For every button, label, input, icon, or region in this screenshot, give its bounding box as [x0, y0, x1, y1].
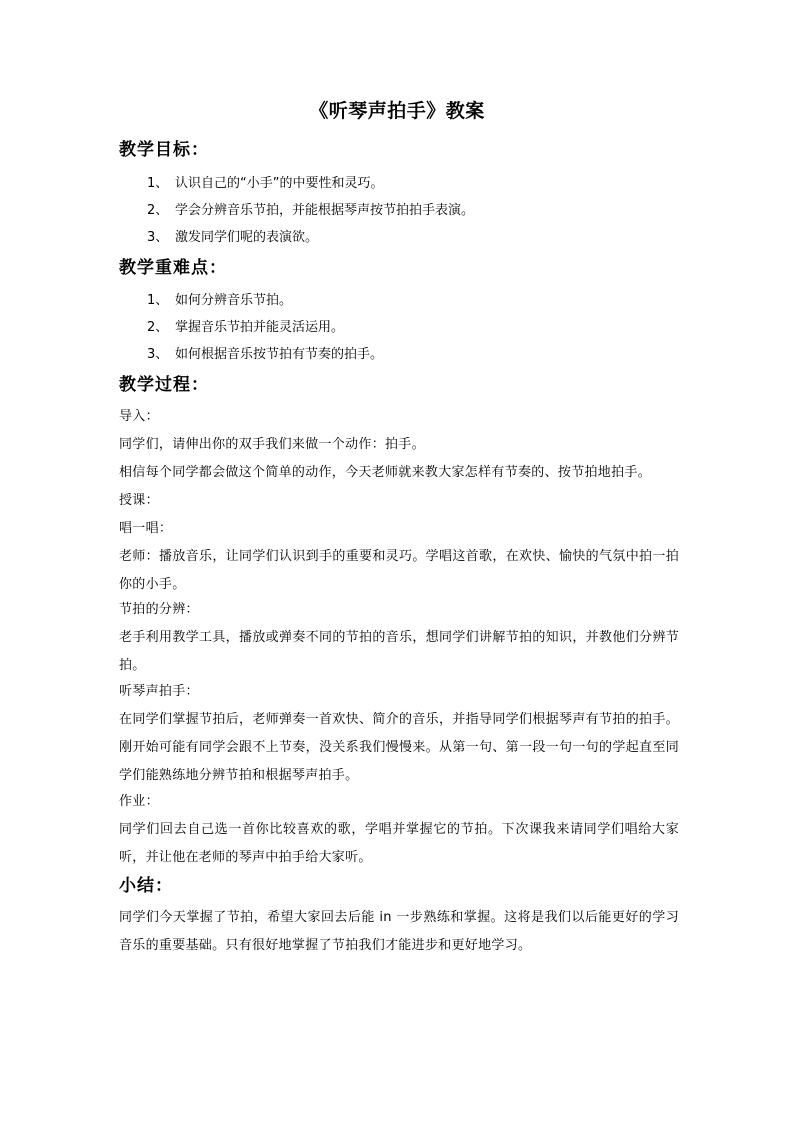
difficulty-text: 如何分辨音乐节拍。: [175, 293, 293, 308]
process-paragraph: 同学们回去自己选一首你比较喜欢的歌，学唱并掌握它的节拍。下次课我来请同学们唱给大家听，并让他在老师的琴声中拍手给大家听。: [119, 822, 679, 865]
difficulties-heading: 教学重难点：: [119, 258, 227, 278]
document-title: 《听琴声拍手》教案: [309, 100, 485, 122]
process-paragraph: 唱一唱：: [119, 521, 173, 536]
summary-heading: 小结：: [119, 876, 173, 896]
goal-item: [147, 202, 474, 220]
goal-text: 激发同学们呢的表演欲。: [175, 230, 319, 245]
difficulty-text: 如何根据音乐按节拍有节奏的拍手。: [175, 347, 384, 362]
goal-text: 学会分辨音乐节拍，并能根据琴声按节拍拍手表演。: [175, 203, 475, 218]
difficulty-text: 掌握音乐节拍并能灵活运用。: [175, 320, 345, 335]
difficulty-item: [147, 346, 383, 364]
goal-item: [147, 175, 383, 193]
process-paragraph: 节拍的分辨：: [119, 602, 199, 617]
process-paragraph: 导入：: [119, 409, 159, 424]
process-paragraph: 相信每个同学都会做这个简单的动作，今天老师就来教大家怎样有节奏的、按节拍地拍手。: [119, 465, 652, 480]
summary-paragraph: 同学们今天掌握了节拍，希望大家回去后能 in 一步熟练和掌握。这将是我们以后能更好的学习音乐的重要基础。只有很好地掌握了节拍我们才能进步和更好地学习。: [119, 910, 679, 953]
goal-item: [147, 229, 318, 247]
goal-number: 2、: [147, 203, 169, 218]
process-heading: 教学过程：: [119, 375, 209, 395]
difficulty-number: 3、: [147, 347, 169, 362]
goal-number: 3、: [147, 230, 169, 245]
difficulty-number: 1、: [147, 293, 169, 308]
difficulty-number: 2、: [147, 320, 169, 335]
process-paragraph: 听琴声拍手：: [119, 684, 199, 699]
difficulty-item: [147, 292, 292, 310]
goal-text: 认识自己的“小手”的中要性和灵巧。: [175, 176, 384, 191]
process-paragraph: 同学们，请伸出你的双手我们来做一个动作：拍手。: [119, 437, 425, 452]
process-paragraph: 老手利用教学工具，播放或弹奏不同的节拍的音乐，想同学们讲解节拍的知识，并教他们分辨节拍。: [119, 630, 679, 673]
goal-number: 1、: [147, 176, 169, 191]
goals-heading: 教学目标：: [119, 140, 209, 160]
difficulty-item: [147, 319, 344, 337]
process-paragraph: 授课：: [119, 493, 159, 508]
process-paragraph: 老师：播放音乐，让同学们认识到手的重要和灵巧。学唱这首歌，在欢快、愉快的气氛中拍一拍你的小手。: [119, 549, 679, 592]
process-paragraph: 作业：: [119, 794, 159, 809]
process-paragraph: 在同学们掌握节拍后，老师弹奏一首欢快、简介的音乐，并指导同学们根据琴声有节拍的拍手。刚开始可能有同学会跟不上节奏，没关系我们慢慢来。从第一句、第一段一句一句的学起直至同学们能熟练地分辨节拍和根据琴声拍手。: [119, 712, 679, 783]
